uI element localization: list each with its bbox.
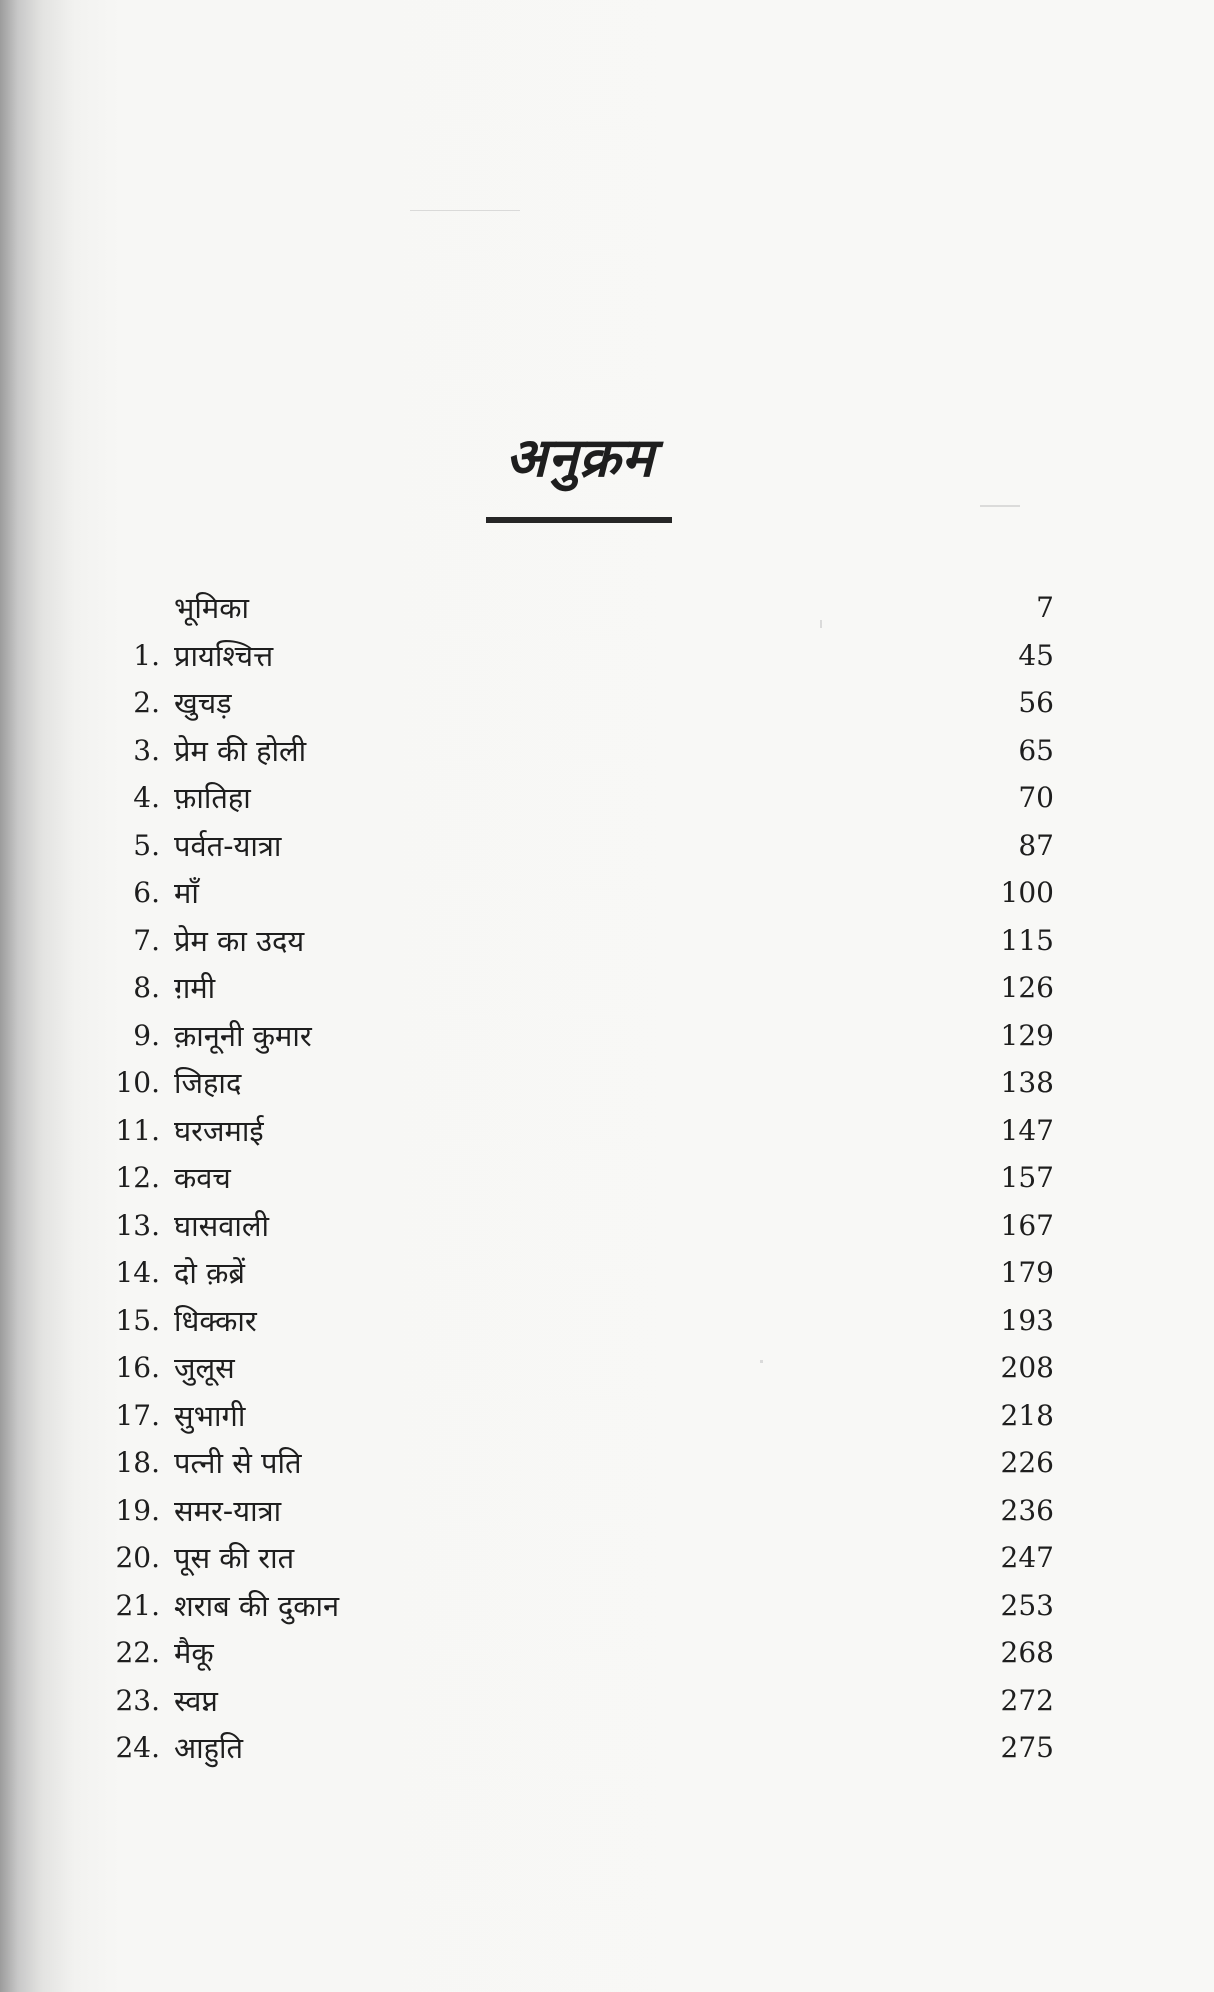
- toc-entry: [0, 1728, 1214, 1768]
- toc-entry-number: 9.: [133, 1018, 160, 1052]
- toc-entry-number: 24.: [115, 1731, 160, 1764]
- toc-entry-title: माँ: [174, 876, 199, 910]
- toc-entry: [0, 1491, 1214, 1531]
- toc-entry-page: 87: [1018, 828, 1054, 862]
- toc-entry-page: 226: [1000, 1446, 1054, 1479]
- toc-entry-number: 18.: [115, 1446, 160, 1479]
- toc-entry-number: 8.: [133, 971, 160, 1004]
- toc-entry-page: 208: [1000, 1351, 1054, 1384]
- toc-entry-page: 126: [1000, 971, 1054, 1004]
- toc-entry-title: शराब की दुकान: [174, 1588, 340, 1623]
- toc-entry: [0, 873, 1214, 913]
- toc-entry-page: 115: [1000, 923, 1054, 957]
- toc-entry-title: फ़ातिहा: [174, 781, 251, 815]
- toc-entry-number: 5.: [133, 828, 160, 862]
- toc-entry-number: 15.: [115, 1303, 160, 1337]
- toc-entry-title: स्वप्न: [174, 1683, 218, 1718]
- toc-entry-title: मैकू: [174, 1636, 214, 1670]
- toc-entry: [0, 826, 1214, 866]
- toc-entry-page: 70: [1018, 781, 1054, 814]
- toc-entry: [0, 1633, 1214, 1673]
- toc-entry-title: भूमिका: [174, 591, 250, 625]
- toc-entry-number: 16.: [115, 1351, 160, 1384]
- toc-entry: [0, 778, 1214, 818]
- toc-entry-number: 19.: [115, 1493, 160, 1527]
- toc-entry-page: 65: [1018, 733, 1054, 767]
- toc-entry-number: 17.: [115, 1398, 160, 1432]
- toc-entry: [0, 1681, 1214, 1721]
- toc-entry-page: 272: [1000, 1683, 1054, 1717]
- toc-entry-page: 129: [1000, 1018, 1054, 1052]
- toc-entry-title: घासवाली: [174, 1208, 270, 1243]
- page-title: अनुक्रम: [505, 425, 655, 489]
- paper-speck: [760, 1360, 763, 1363]
- toc-entry-number: 4.: [133, 781, 160, 814]
- toc-entry-page: 138: [1000, 1066, 1054, 1099]
- toc-entry: [0, 921, 1214, 961]
- toc-entry-title: समर-यात्रा: [174, 1493, 282, 1528]
- toc-entry: [0, 588, 1214, 628]
- toc-entry-title: पूस की रात: [174, 1541, 295, 1575]
- toc-entry: [0, 1016, 1214, 1056]
- toc-entry-page: 157: [1000, 1161, 1054, 1194]
- toc-entry-title: खुचड़: [174, 686, 232, 720]
- toc-entry: [0, 1206, 1214, 1246]
- toc-entry-page: 7: [1036, 591, 1054, 624]
- paper-speck: [410, 210, 520, 211]
- toc-entry-title: प्रायश्चित्त: [174, 638, 274, 673]
- toc-entry: [0, 1538, 1214, 1578]
- toc-entry-number: 2.: [133, 686, 160, 719]
- toc-entry-page: 268: [1000, 1636, 1054, 1669]
- toc-entry-title: प्रेम की होली: [174, 733, 307, 768]
- title-underline: [486, 517, 672, 523]
- toc-entry-page: 218: [1000, 1398, 1054, 1432]
- toc-entry-number: 3.: [133, 733, 160, 767]
- paper-speck: [980, 505, 1020, 507]
- toc-entry-title: क़ानूनी कुमार: [174, 1018, 312, 1053]
- toc-entry-page: 179: [1000, 1256, 1054, 1289]
- toc-entry-title: पर्वत-यात्रा: [174, 828, 282, 863]
- toc-entry-page: 100: [1000, 876, 1054, 909]
- toc-entry-page: 253: [1000, 1588, 1054, 1622]
- toc-entry-number: 1.: [133, 638, 160, 672]
- toc-entry-title: सुभागी: [174, 1398, 246, 1433]
- toc-entry-page: 147: [1000, 1113, 1054, 1147]
- toc-entry-page: 236: [1000, 1493, 1054, 1527]
- toc-entry: [0, 1111, 1214, 1151]
- toc-entry: [0, 1443, 1214, 1483]
- toc-entry-title: प्रेम का उदय: [174, 923, 305, 958]
- toc-entry: [0, 1348, 1214, 1388]
- toc-entry-number: 10.: [115, 1066, 160, 1099]
- toc-entry-number: 21.: [115, 1588, 160, 1622]
- toc-entry-number: 23.: [115, 1683, 160, 1717]
- toc-entry-title: दो क़ब्रें: [174, 1256, 245, 1290]
- toc-entry-page: 193: [1000, 1303, 1054, 1337]
- toc-entry-title: कवच: [174, 1161, 231, 1195]
- toc-entry-title: जिहाद: [174, 1066, 242, 1100]
- toc-entry: [0, 1063, 1214, 1103]
- toc-entry-number: 6.: [133, 876, 160, 909]
- toc-entry-number: 13.: [115, 1208, 160, 1242]
- toc-entry: [0, 1158, 1214, 1198]
- toc-entry: [0, 1586, 1214, 1626]
- toc-entry-title: ग़मी: [174, 971, 216, 1005]
- toc-entry-page: 56: [1018, 686, 1054, 719]
- toc-entry: [0, 683, 1214, 723]
- toc-entry-page: 45: [1018, 638, 1054, 672]
- toc-entry-title: घरजमाई: [174, 1113, 264, 1148]
- toc-entry-page: 275: [1000, 1731, 1054, 1764]
- toc-entry-number: 7.: [133, 923, 160, 957]
- toc-entry-title: जुलूस: [174, 1351, 235, 1385]
- toc-entry-number: 11.: [115, 1113, 160, 1147]
- toc-entry: [0, 731, 1214, 771]
- toc-entry-title: पत्नी से पति: [174, 1446, 302, 1480]
- toc-entry: [0, 636, 1214, 676]
- toc-entry-number: 12.: [115, 1161, 160, 1194]
- toc-entry-number: 14.: [115, 1256, 160, 1289]
- toc-entry-title: धिक्कार: [174, 1303, 257, 1338]
- toc-entry: [0, 1396, 1214, 1436]
- toc-entry-number: 22.: [115, 1636, 160, 1669]
- toc-entry-page: 167: [1000, 1208, 1054, 1242]
- toc-entry: [0, 1301, 1214, 1341]
- toc-entry-number: 20.: [115, 1541, 160, 1574]
- toc-entry-page: 247: [1000, 1541, 1054, 1574]
- toc-entry-title: आहुति: [174, 1731, 244, 1765]
- paper-speck: [820, 620, 822, 628]
- toc-entry: [0, 1253, 1214, 1293]
- toc-entry: [0, 968, 1214, 1008]
